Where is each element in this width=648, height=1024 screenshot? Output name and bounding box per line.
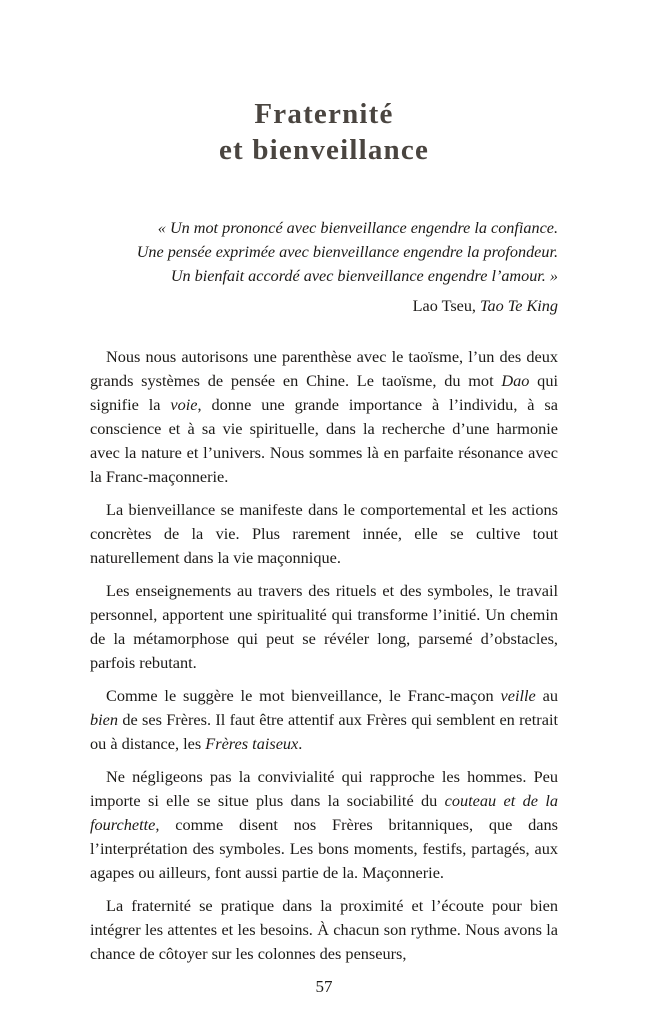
paragraph-5-text-c: comme disent nos Frères britanniques, que dans l’interprétation des symboles. Les bons moments, festifs, partagés, aux agapes ou ailleurs, font aussi partie de la. Maçonnerie. xyxy=(90,815,558,882)
paragraph-5 xyxy=(90,765,558,885)
paragraph-6: La fraternité se pratique dans la proximité et l’écoute pour bien intégrer les attentes et les besoins. À chacun son rythme. Nous avons la chance de côtoyer sur les colonnes des penseurs, xyxy=(90,896,558,963)
chapter-title-line-2: et bienveillance xyxy=(218,134,430,166)
chapter-title xyxy=(0,96,648,168)
paragraph-4-text-c: au xyxy=(535,686,559,705)
paragraph-1-text-a: Nous nous autorisons une parenthèse avec le taoïsme, l’un des deux grands systèmes de pensée en Chine. Le taoïsme, du mot xyxy=(90,347,558,390)
paragraph-1-text-e: , donne une grande importance à l’individu, à sa conscience et à sa vie spirituelle, dans la recherche d’une harmonie avec la nature et l’univers. Nous sommes là en parfaite résonance avec la Franc-maçonnerie. xyxy=(90,395,558,486)
page-number: 57 xyxy=(315,977,333,996)
paragraph-5-text-a: Ne négligeons pas la convivialité qui rapproche les hommes. Peu importe si elle se situe plus dans la sociabilité du xyxy=(90,767,558,810)
chapter-title-line-1: Fraternité xyxy=(254,98,394,130)
epigraph-quote xyxy=(90,216,558,288)
paragraph-2: La bienveillance se manifeste dans le comportemental et les actions concrètes de la vie. Plus rarement innée, elle se cultive tout naturellement dans la vie maçonnique. xyxy=(90,500,558,567)
paragraph-1-emphasis-voie: voie xyxy=(170,395,198,414)
epigraph-line-2: Une pensée exprimée avec bienveillance engendre la profondeur. xyxy=(136,243,558,261)
epigraph-work-title: Tao Te King xyxy=(480,297,558,315)
paragraph-5-emphasis-couteau: couteau et de la fourchette, xyxy=(90,791,558,834)
paragraph-4-text-e: de ses Frères. Il faut être attentif aux Frères qui semblent en retrait ou à distance, les xyxy=(90,710,558,753)
epigraph-author: Lao Tseu, xyxy=(412,297,476,315)
paragraph-4-emphasis-veille: veille xyxy=(500,686,536,705)
paragraph-1 xyxy=(90,345,558,489)
paragraph-3: Les enseignements au travers des rituels et des symboles, le travail personnel, apportent une spiritualité qui transforme l’initié. Un chemin de la métamorphose qui peut se révéler long, parsemé d’obstacles, parfois rebutant. xyxy=(90,581,558,672)
epigraph-line-3: Un bienfait accordé avec bienveillance engendre l’amour. » xyxy=(170,267,558,285)
paragraph-1-emphasis-dao: Dao xyxy=(501,371,530,390)
paragraph-1-text-c: qui signifie la xyxy=(90,371,558,414)
body-text xyxy=(90,345,558,975)
paragraph-4-text-g: . xyxy=(298,734,303,753)
epigraph-attribution xyxy=(90,294,558,318)
paragraph-4-text-a: Comme le suggère le mot bienveillance, le Franc-maçon xyxy=(106,686,501,705)
paragraph-4 xyxy=(90,684,558,756)
paragraph-4-emphasis-freres-taiseux: Frères taiseux xyxy=(205,734,299,753)
epigraph-line-1: « Un mot prononcé avec bienveillance engendre la confiance. xyxy=(157,219,558,237)
paragraph-4-emphasis-bien: bien xyxy=(90,710,119,729)
